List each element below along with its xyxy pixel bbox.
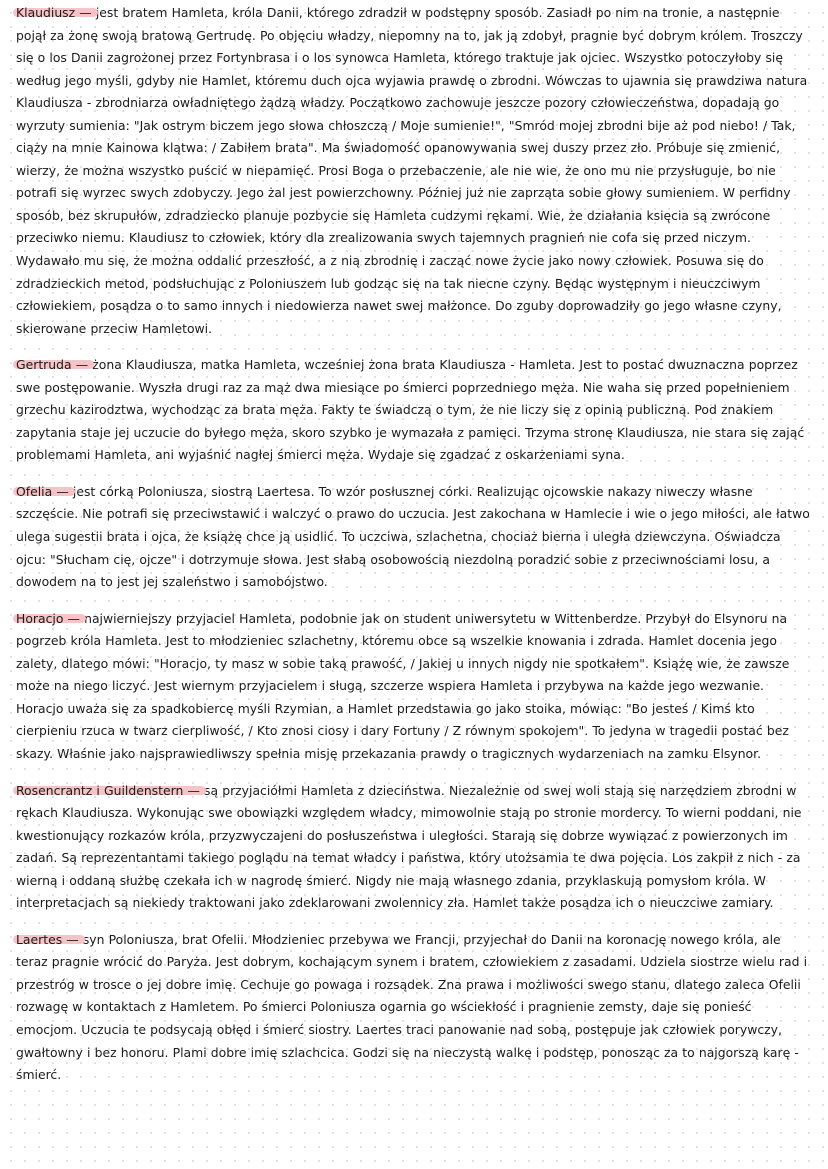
character-description: są przyjaciółmi Hamleta z dzieciństwa. Niezależnie od swej woli stają się narzędziem zbrodni w rękach Klaudiusza. Wykonując swe obowiązki względem władcy, mimowolnie stają po stronie mordercy. To wierni poddani, nie kwestionujący rozkazów króla, przyzwyczajeni do posłuszeństwa i uległości. Starają się dobrze wywiązać z powierzonych im zadań. Są reprezentantami takiego poglądu na temat władcy i państwa, który utożsamia te dwa pojęcia. Los zakpił z nich - za wierną i oddaną służbę czekała ich w nagrodę śmierć. Nigdy nie mają własnego zdania, przyklaskują pomysłom króla. W interpretacjach są niekiedy traktowani jako zdeklarowani zwolennicy zła. Hamlet także posądza ich o nieuczciwe zamiary. [16,782,802,911]
character-name: Horacjo — [16,610,85,626]
entry-ofelia [16,481,812,594]
entry-laertes [16,929,812,1087]
character-name: Laertes — [16,931,83,947]
character-name: Gertruda — [16,357,93,373]
entry-klaudiusz [16,2,812,340]
character-name: Rosencrantz i Guildenstern — [16,782,205,798]
entry-gertruda [16,354,812,467]
character-description: najwierniejszy przyjaciel Hamleta, podobnie jak on student uniwersytetu w Wittenberdze. Przybył do Elsynoru na pogrzeb króla Hamleta. Jest to młodzieniec szlachetny, któremu obce są wszelkie knowania i zdrada. Hamlet docenia jego zalety, dlatego mówi: "Horacjo, ty masz w sobie taką prawość, / Jakiej u innych nigdy nie spotkałem". Książę wie, że zawsze może na niego liczyć. Jest wiernym przyjacielem i sługą, szczerze wspiera Hamleta i przybywa na każde jego wezwanie. Horacjo uważa się za spadkobiercę myśli Rzymian, a Hamlet przedstawia go jako stoika, mówiąc: "Bo jesteś / Kimś kto cierpieniu rzuca w twarz cierpliwość, / Kto znosi ciosy i dary Fortuny / Z równym spokojem". To jedyna w tragedii postać bez skazy. Właśnie jako najsprawiedliwszy spełnia misję przekazania prawdy o tragicznych wydarzeniach na zamku Elsynor. [16,610,790,761]
character-description: jest bratem Hamleta, króla Danii, którego zdradził w podstępny sposób. Zasiadł po nim na tronie, a następnie pojął za żonę swoją bratową Gertrudę. Po objęciu władzy, niepomny na to, jak ją zdobył, pragnie być dobrym królem. Troszczy się o los Danii zagrożonej przez Fortynbrasa i o los synowca Hamleta, którego traktuje jak ojciec. Wszystko potoczyłoby się według jego myśli, gdyby nie Hamlet, któremu duch ojca wyjawia prawdę o zbrodni. Wówczas to ujawnia się prawdziwa natura Klaudiusza - zbrodniarza owładniętego żądzą władzy. Początkowo zachowuje jeszcze pozory człowieczeństwa, dopadają go wyrzuty sumienia: "Jak ostrym biczem jego słowa chłoszczą / Moje sumienie!", "Smród mojej zbrodni bije aż pod niebo! / Tak, ciąży na mnie Kainowa klątwa: / Zabiłem brata". Ma świadomość opanowywania swej duszy przez zło. Próbuje się zmienić, wierzy, że można wszystko puścić w niepamięć. Prosi Boga o przebaczenie, ale nie wie, że ono mu nie przysługuje, bo nie potrafi się wyrzec swych zdobyczy. Jego żal jest powierzchowny. Później już nie zaprząta sobie głowy sumieniem. W perfidny sposób, bez skrupułów, zdradziecko planuje pozbycie się Hamleta cudzymi rękami. Wie, że działania księcia są zwrócone przeciwko niemu. Klaudiusz to człowiek, który dla zrealizowania swych tajemnych pragnień nie cofa się przed niczym. Wydawało mu się, że można oddalić przeszłość, a z nią zbrodnię i zacząć nowe życie jako nowy człowiek. Posuwa się do zdradzieckich metod, podsłuchując z Poloniuszem lub godząc się na tak niecne czyny. Będąc występnym i nieuczciwym człowiekiem, posądza o to samo innych i niedowierza nawet swej małżonce. Do zguby doprowadziły go jego własne czyny, skierowane przeciw Hamletowi. [16,5,808,336]
character-description: żona Klaudiusza, matka Hamleta, wcześniej żona brata Klaudiusza - Hamleta. Jest to postać dwuznaczna poprzez swe postępowanie. Wyszła drugi raz za mąż dwa miesiące po śmierci poprzedniego męża. Nie waha się przed popełnieniem grzechu kazirodztwa, wychodząc za brata męża. Fakty te świadczą o tym, że nie liczy się z opinią publiczną. Pod znakiem zapytania staje jej uczucie do byłego męża, skoro szybko je wymazała z pamięci. Trzyma stronę Klaudiusza, nie stara się zająć problemami Hamleta, ani wyjaśnić nagłej śmierci męża. Wydaje się zgadzać z oskarżeniami syna. [16,357,805,463]
entry-rosencrantz-guildenstern [16,780,812,915]
character-name: Klaudiusz — [16,5,96,20]
entry-horacjo [16,608,812,766]
character-description: syn Poloniusza, brat Ofelii. Młodzieniec przebywa we Francji, przyjechał do Danii na koronację nowego króla, ale teraz pragnie wrócić do Paryża. Jest dobrym, kochającym synem i bratem, człowiekiem z zasadami. Udziela siostrze wielu rad i przestróg w trosce o jej dobre imię. Cechuje go powaga i rozsądek. Zna prawa i możliwości swego stanu, dlatego zaleca Ofelii rozwagę w kontaktach z Hamletem. Po śmierci Poloniusza ogarnia go wściekłość i pragnienie zemsty, daje się ponieść emocjom. Uczucia te podsycają obłęd i śmierć siostry. Laertes traci panowanie nad sobą, postępuje jak człowiek porywczy, gwałtowny i bez honoru. Plami dobre imię szlachcica. Godzi się na nieczystą walkę i podstęp, ponosząc za to najgorszą karę - śmierć. [16,931,808,1083]
character-name: Ofelia — [16,483,73,499]
character-description: jest córką Poloniusza, siostrą Laertesa. To wzór posłusznej córki. Realizując ojcowskie nakazy niweczy własne szczęście. Nie potrafi się przeciwstawić i walczyć o prawo do uczucia. Jest zakochana w Hamlecie i wie o jego miłości, ale łatwo ulega sugestii brata i ojca, że książę chce ją usidlić. To uczciwa, szlachetna, chociaż bierna i uległa dziewczyna. Oświadcza ojcu: "Słucham cię, ojcze" i dotrzymuje słowa. Jest słabą osobowością niezdolną poradzić sobie z przeciwnościami losu, a dowodem na to jest jej szaleństwo i samobójstwo. [16,483,810,590]
